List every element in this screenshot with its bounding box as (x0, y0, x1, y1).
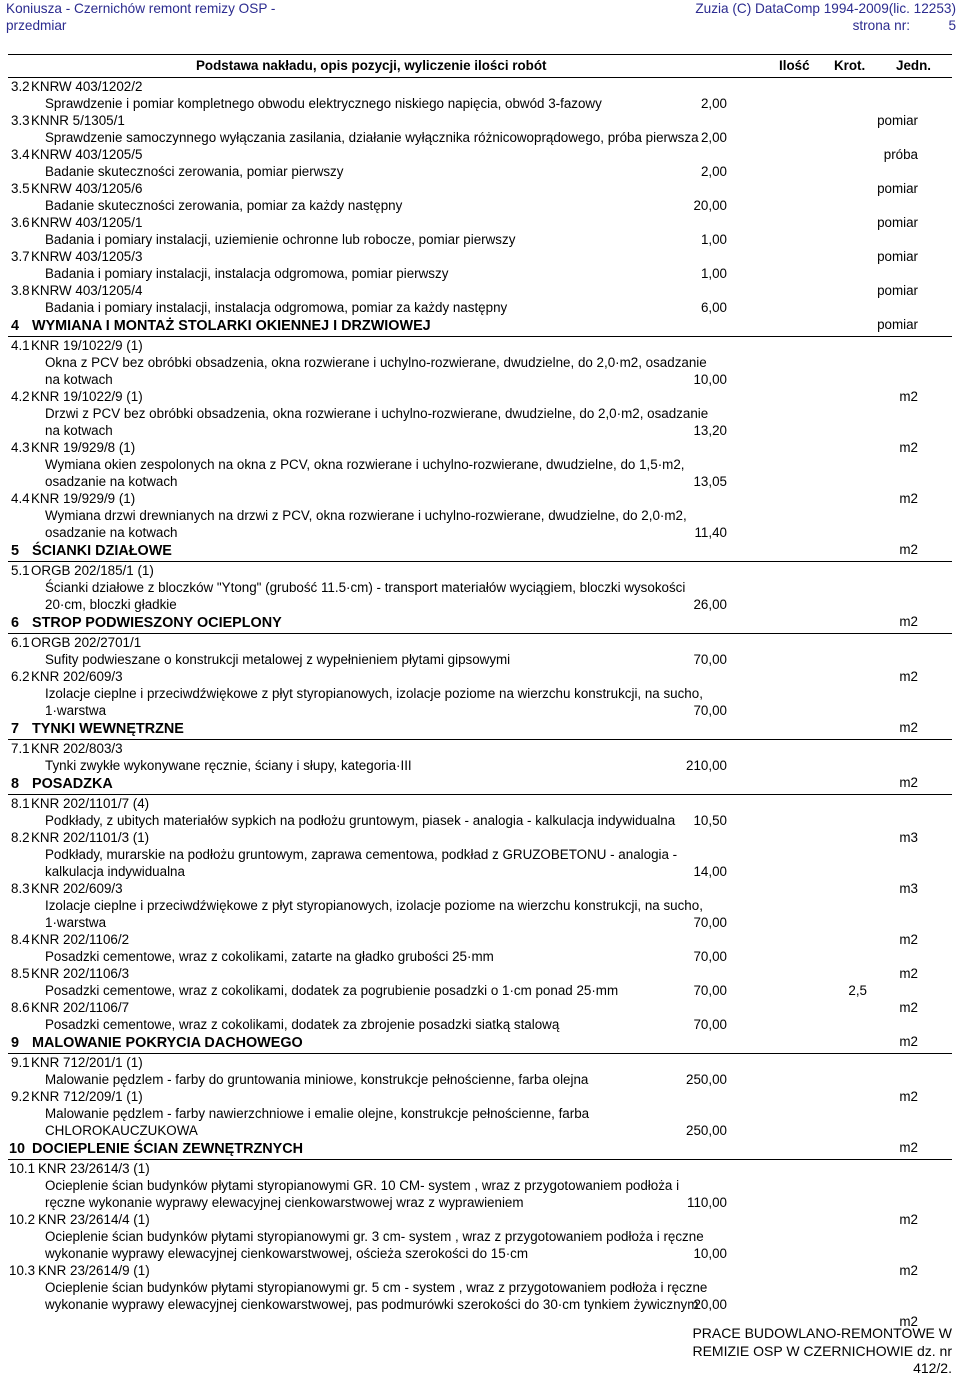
item-head (0, 634, 952, 651)
item-number: 7.1 (11, 741, 30, 756)
description-line: 1·warstwa (45, 703, 107, 718)
item-number: 3.5 (11, 181, 30, 196)
item-head (0, 829, 952, 846)
description-line: Podkłady, murarskie na podłożu gruntowym, zaprawa cementowa, podkład z GRUZOBETONU - analogia - (45, 847, 678, 862)
item-quantity: 2,00 (700, 164, 727, 179)
item-quantity: 11,40 (694, 525, 727, 540)
item-quantity: 70,00 (693, 949, 727, 964)
item-code: KNR 712/209/1 (1) (31, 1089, 143, 1104)
col-unit: Jedn. (896, 58, 931, 73)
item-head (0, 965, 952, 982)
item-code: KNRW 403/1205/5 (31, 147, 143, 162)
item-quantity: 1,00 (700, 232, 727, 247)
item-description (45, 1228, 745, 1262)
item-description (45, 299, 745, 316)
item-head (0, 740, 952, 757)
item-code: KNR 202/1101/3 (1) (31, 830, 150, 845)
item-code: KNRW 403/1205/3 (31, 249, 143, 264)
item-description (45, 897, 745, 931)
item-number: 3.8 (11, 283, 30, 298)
item-head (0, 180, 952, 197)
page-number: 5 (948, 18, 956, 33)
item-code: KNR 23/2614/3 (1) (38, 1161, 150, 1176)
section-8-header: 8 POSADZKA (8, 774, 952, 795)
description-line: Sprawdzenie samoczynnego wyłączania zasilania, działanie wyłącznika różnicowoprądowego, próba pierwsza (45, 130, 699, 145)
document-type: przedmiar (6, 18, 67, 33)
project-title: Koniusza - Czernichów remont remizy OSP - (6, 1, 276, 16)
item-number: 8.5 (11, 966, 30, 981)
item-head (0, 214, 952, 231)
item-head (0, 795, 952, 812)
item-unit: m2 (899, 1034, 918, 1049)
description-line: Podkłady, z ubitych materiałów sypkich na podłożu gruntowym, piasek - analogia - kalkulacja indywidualna (45, 813, 676, 828)
item-quantity: 70,00 (693, 983, 727, 998)
item-unit: pomiar (877, 215, 918, 230)
item-unit: m2 (899, 1314, 918, 1329)
footer-line-3: 412/2. (913, 1360, 952, 1376)
section-title: TYNKI WEWNĘTRZNE (32, 721, 184, 737)
item-body (0, 1279, 952, 1329)
item-number: 3.3 (11, 113, 30, 128)
item-quantity: 210,00 (686, 758, 727, 773)
item-code: ORGB 202/185/1 (1) (31, 563, 154, 578)
col-description: Podstawa nakładu, opis pozycji, wyliczenie ilości robót (196, 58, 547, 73)
item-unit: m3 (899, 830, 918, 845)
section-4-header: 4 WYMIANA I MONTAŻ STOLARKI OKIENNEJ I DRZWIOWEJ (8, 316, 952, 337)
item-code: KNR 19/1022/9 (1) (31, 338, 143, 353)
header-top-rule (8, 54, 952, 55)
item-number: 3.7 (11, 249, 30, 264)
item-description (45, 846, 745, 880)
item-code: KNR 23/2614/4 (1) (38, 1212, 150, 1227)
item-description (45, 982, 745, 999)
item-head (0, 1160, 952, 1177)
page-header (6, 0, 956, 40)
item-quantity: 1,00 (700, 266, 727, 281)
description-line: Sufity podwieszane o konstrukcji metalowej z wypełnieniem płytami gipsowymi (45, 652, 511, 667)
item-quantity: 13,20 (693, 423, 727, 438)
item-unit: m2 (899, 1263, 918, 1278)
item-number: 3.6 (11, 215, 30, 230)
description-line: kalkulacja indywidualna (45, 864, 185, 879)
item-description (45, 579, 745, 613)
description-line: Izolacje cieplne i przeciwdźwiękowe z płyt styropianowych, izolacje poziome na wierzchu konstrukcji, na sucho, (45, 686, 703, 701)
item-head (0, 1211, 952, 1228)
item-number: 10.3 (9, 1263, 36, 1278)
item-head (0, 490, 952, 507)
item-unit: m2 (899, 389, 918, 404)
item-code: KNR 23/2614/9 (1) (38, 1263, 150, 1278)
item-unit: m2 (899, 932, 918, 947)
description-line: Posadzki cementowe, wraz z cokolikami, dodatek za zbrojenie posadzki siatką stalową (45, 1017, 560, 1032)
item-description (45, 812, 745, 829)
item-number: 8.3 (11, 881, 30, 896)
item-head (0, 562, 952, 579)
item-quantity: 2,00 (700, 96, 727, 111)
description-line: Badania i pomiary instalacji, instalacja odgromowa, pomiar za każdy następny (45, 300, 508, 315)
item-quantity: 250,00 (686, 1123, 727, 1138)
item-unit: pomiar (877, 317, 918, 332)
item-unit: próba (883, 147, 918, 162)
item-head (0, 1054, 952, 1071)
item-number: 4.3 (11, 440, 30, 455)
item-quantity: 20,00 (693, 1297, 727, 1312)
item-quantity: 70,00 (693, 703, 727, 718)
column-header (0, 58, 960, 77)
item-code: KNR 202/1106/7 (31, 1000, 130, 1015)
item-description (45, 231, 745, 248)
description-line: Okna z PCV bez obróbki obsadzenia, okna rozwierane i uchylno-rozwierane, dwudzielne, do 2,0·m2, osadzanie (45, 355, 707, 370)
description-line: Ocieplenie ścian budynków płytami styropianowymi gr. 3 cm- system , wraz z przygotowaniem podłoża i ręczne (45, 1229, 704, 1244)
description-line: Sprawdzenie i pomiar kompletnego obwodu elektrycznego niskiego napięcia, obwód 3-fazowy (45, 96, 602, 111)
footer-line-2: REMIZIE OSP W CZERNICHOWIE dz. nr (692, 1342, 952, 1359)
description-line: Badania i pomiary instalacji, uziemienie ochronne lub robocze, pomiar pierwszy (45, 232, 516, 247)
section-5-header: 5 ŚCIANKI DZIAŁOWE (8, 541, 952, 562)
description-line: na kotwach (45, 423, 113, 438)
item-head (0, 337, 952, 354)
item-unit: m2 (899, 669, 918, 684)
item-code: ORGB 202/2701/1 (31, 635, 142, 650)
item-unit: m2 (899, 1212, 918, 1227)
item-quantity: 70,00 (693, 1017, 727, 1032)
item-quantity: 70,00 (693, 652, 727, 667)
section-title: MALOWANIE POKRYCIA DACHOWEGO (32, 1035, 303, 1051)
item-unit: pomiar (877, 249, 918, 264)
item-quantity: 70,00 (693, 915, 727, 930)
item-unit: m2 (899, 775, 918, 790)
item-unit: m2 (899, 1089, 918, 1104)
item-number: 10.1 (9, 1161, 36, 1176)
section-9-header: 9 MALOWANIE POKRYCIA DACHOWEGO (8, 1033, 952, 1054)
item-description (45, 507, 745, 541)
description-line: CHLOROKAUCZUKOWA (45, 1123, 198, 1138)
section-title: STROP PODWIESZONY OCIEPLONY (32, 615, 282, 631)
item-number: 8.1 (11, 796, 30, 811)
item-description (45, 1279, 745, 1313)
item-code: KNR 19/1022/9 (1) (31, 389, 143, 404)
col-quantity: Ilość (779, 58, 810, 73)
item-code: KNRW 403/1205/1 (31, 215, 143, 230)
description-line: osadzanie na kotwach (45, 474, 178, 489)
item-code: KNR 202/1101/7 (4) (31, 796, 150, 811)
item-description (45, 456, 745, 490)
cost-items-table (0, 78, 960, 1329)
section-title: POSADZKA (32, 776, 113, 792)
item-quantity: 2,00 (700, 130, 727, 145)
item-head (0, 112, 952, 129)
item-unit: m2 (899, 542, 918, 557)
item-description (45, 405, 745, 439)
page-label: strona nr: (852, 18, 910, 33)
item-number: 3.2 (11, 79, 30, 94)
item-code: KNR 202/1106/3 (31, 966, 130, 981)
item-number: 4.2 (11, 389, 30, 404)
item-quantity: 10,00 (693, 372, 727, 387)
item-head (0, 439, 952, 456)
item-quantity: 110,00 (687, 1195, 727, 1210)
item-quantity: 14,00 (693, 864, 727, 879)
description-line: Ocieplenie ścian budynków płytami styropianowymi gr. 5 cm - system , wraz z przygotowaniem podłoża i ręczne (45, 1280, 708, 1295)
item-head (0, 78, 952, 95)
description-line: wykonanie wyprawy elewacyjnej cienkowarstwowej, pas podmurówki szerokości do 30·cm tynkiem żywicznym (45, 1297, 699, 1312)
section-title: DOCIEPLENIE ŚCIAN ZEWNĘTRZNYCH (32, 1141, 304, 1157)
item-quantity: 26,00 (693, 597, 727, 612)
item-unit: m2 (899, 1140, 918, 1155)
item-code: KNR 712/201/1 (1) (31, 1055, 143, 1070)
item-code: KNR 202/609/3 (31, 881, 123, 896)
section-6-header: 6 STROP PODWIESZONY OCIEPLONY (8, 613, 952, 634)
item-code: KNR 202/1106/2 (31, 932, 130, 947)
item-description (45, 948, 745, 965)
item-description (45, 685, 745, 719)
item-code: KNRW 403/1202/2 (31, 79, 143, 94)
item-description (45, 129, 745, 146)
item-code: KNNR 5/1305/1 (31, 113, 125, 128)
description-line: Posadzki cementowe, wraz z cokolikami, zatarte na gładko grubości 25·mm (45, 949, 494, 964)
description-line: Malowanie pędzlem - farby do gruntowania miniowe, konstrukcje pełnościenne, farba olejna (45, 1072, 589, 1087)
item-quantity: 6,00 (700, 300, 727, 315)
item-number: 8.4 (11, 932, 30, 947)
item-description (45, 163, 745, 180)
description-line: Wymiana okien zespolonych na okna z PCV, okna rozwierane i uchylno-rozwierane, dwudzielne, do 1,5·m2, (45, 457, 685, 472)
item-description (45, 1105, 745, 1139)
item-description (45, 1177, 745, 1211)
item-unit: pomiar (877, 113, 918, 128)
item-head (0, 880, 952, 897)
item-head (0, 1088, 952, 1105)
item-quantity: 10,50 (693, 813, 727, 828)
item-unit: m2 (899, 440, 918, 455)
item-head (0, 146, 952, 163)
description-line: Badanie skuteczności zerowania, pomiar pierwszy (45, 164, 344, 179)
item-number: 4.4 (11, 491, 30, 506)
item-number: 9.2 (11, 1089, 30, 1104)
header-right (695, 0, 956, 34)
item-code: KNRW 403/1205/6 (31, 181, 143, 196)
description-line: Wymiana drzwi drewnianych na drzwi z PCV, okna rozwierane i uchylno-rozwierane, dwudzielne, do 2,0·m2, (45, 508, 687, 523)
description-line: Badanie skuteczności zerowania, pomiar za każdy następny (45, 198, 403, 213)
item-quantity: 20,00 (693, 198, 727, 213)
item-number: 8.2 (11, 830, 30, 845)
section-7-header: 7 TYNKI WEWNĘTRZNE (8, 719, 952, 740)
item-quantity: 13,05 (693, 474, 727, 489)
item-number: 5.1 (11, 563, 30, 578)
description-line: ręczne wykonanie wyprawy elewacyjnej cienkowarstwowej wraz z wyprawieniem (45, 1195, 524, 1210)
footer-line-1: PRACE BUDOWLANO-REMONTOWE W (692, 1325, 952, 1341)
description-line: osadzanie na kotwach (45, 525, 178, 540)
page-indicator (695, 17, 956, 34)
item-head (0, 248, 952, 265)
item-code: KNR 202/609/3 (31, 669, 123, 684)
description-line: Drzwi z PCV bez obróbki obsadzenia, okna rozwierane i uchylno-rozwierane, dwudzielne, do 2,0·m2, osadzanie (45, 406, 709, 421)
item-head (0, 999, 952, 1016)
item-unit: pomiar (877, 181, 918, 196)
item-description (45, 651, 745, 668)
section-title: WYMIANA I MONTAŻ STOLARKI OKIENNEJ I DRZWIOWEJ (32, 318, 431, 334)
description-line: Izolacje cieplne i przeciwdźwiękowe z płyt styropianowych, izolacje poziome na wierzchu konstrukcji, na sucho, (45, 898, 703, 913)
software-license: Zuzia (C) DataComp 1994-2009(lic. 12253) (695, 1, 956, 16)
description-line: Tynki zwykłe wykonywane ręcznie, ściany i słupy, kategoria·III (45, 758, 412, 773)
section-title: ŚCIANKI DZIAŁOWE (32, 543, 172, 559)
description-line: Posadzki cementowe, wraz z cokolikami, dodatek za pogrubienie posadzki o 1·cm ponad 25·mm (45, 983, 619, 998)
cost-item (0, 1262, 952, 1329)
item-code: KNR 202/803/3 (31, 741, 123, 756)
item-number: 4.1 (11, 338, 30, 353)
description-line: wykonanie wyprawy elewacyjnej cienkowarstwowej, ościeża szerokości do 15·cm (45, 1246, 529, 1261)
item-quantity: 10,00 (693, 1246, 727, 1261)
description-line: Ścianki działowe z bloczków "Ytong" (grubość 11.5·cm) - transport materiałów wyciągiem, bloczki wysokości (45, 580, 686, 595)
item-description (45, 197, 745, 214)
item-head (0, 931, 952, 948)
item-description (45, 1016, 745, 1033)
items-group-10 (0, 1160, 960, 1329)
item-number: 6.2 (11, 669, 30, 684)
description-line: 20·cm, bloczki gładkie (45, 597, 177, 612)
item-head (0, 388, 952, 405)
description-line: Malowanie pędzlem - farby nawierzchniowe i emalie olejne, konstrukcje pełnościenne, farba (45, 1106, 590, 1121)
item-code: KNR 19/929/8 (1) (31, 440, 136, 455)
item-number: 10.2 (9, 1212, 36, 1227)
item-number: 8.6 (11, 1000, 30, 1015)
item-unit: m2 (899, 966, 918, 981)
item-head (0, 668, 952, 685)
item-unit: m3 (899, 881, 918, 896)
page-footer (692, 1325, 952, 1378)
description-line: na kotwach (45, 372, 113, 387)
col-krot: Krot. (834, 58, 866, 73)
header-left (6, 0, 275, 34)
item-description (45, 1071, 745, 1088)
item-multiplier: 2,5 (848, 983, 867, 998)
item-unit: pomiar (877, 283, 918, 298)
item-quantity: 250,00 (686, 1072, 727, 1087)
item-unit: m2 (899, 720, 918, 735)
item-code: KNR 19/929/9 (1) (31, 491, 136, 506)
item-unit: m2 (899, 614, 918, 629)
item-unit: m2 (899, 491, 918, 506)
item-description (45, 265, 745, 282)
description-line: Badania i pomiary instalacji, instalacja odgromowa, pomiar pierwszy (45, 266, 449, 281)
item-head (0, 1262, 952, 1279)
item-description (45, 354, 745, 388)
description-line: Ocieplenie ścian budynków płytami styropianowymi GR. 10 CM- system , wraz z przygotowaniem podłoża i (45, 1178, 680, 1193)
item-number: 6.1 (11, 635, 30, 650)
item-number: 9.1 (11, 1055, 30, 1070)
item-head (0, 282, 952, 299)
item-description (45, 757, 745, 774)
item-description (45, 95, 745, 112)
item-unit: m2 (899, 1000, 918, 1015)
item-number: 3.4 (11, 147, 30, 162)
section-10-header: 10 DOCIEPLENIE ŚCIAN ZEWNĘTRZNYCH (8, 1139, 952, 1160)
item-code: KNRW 403/1205/4 (31, 283, 143, 298)
description-line: 1·warstwa (45, 915, 107, 930)
